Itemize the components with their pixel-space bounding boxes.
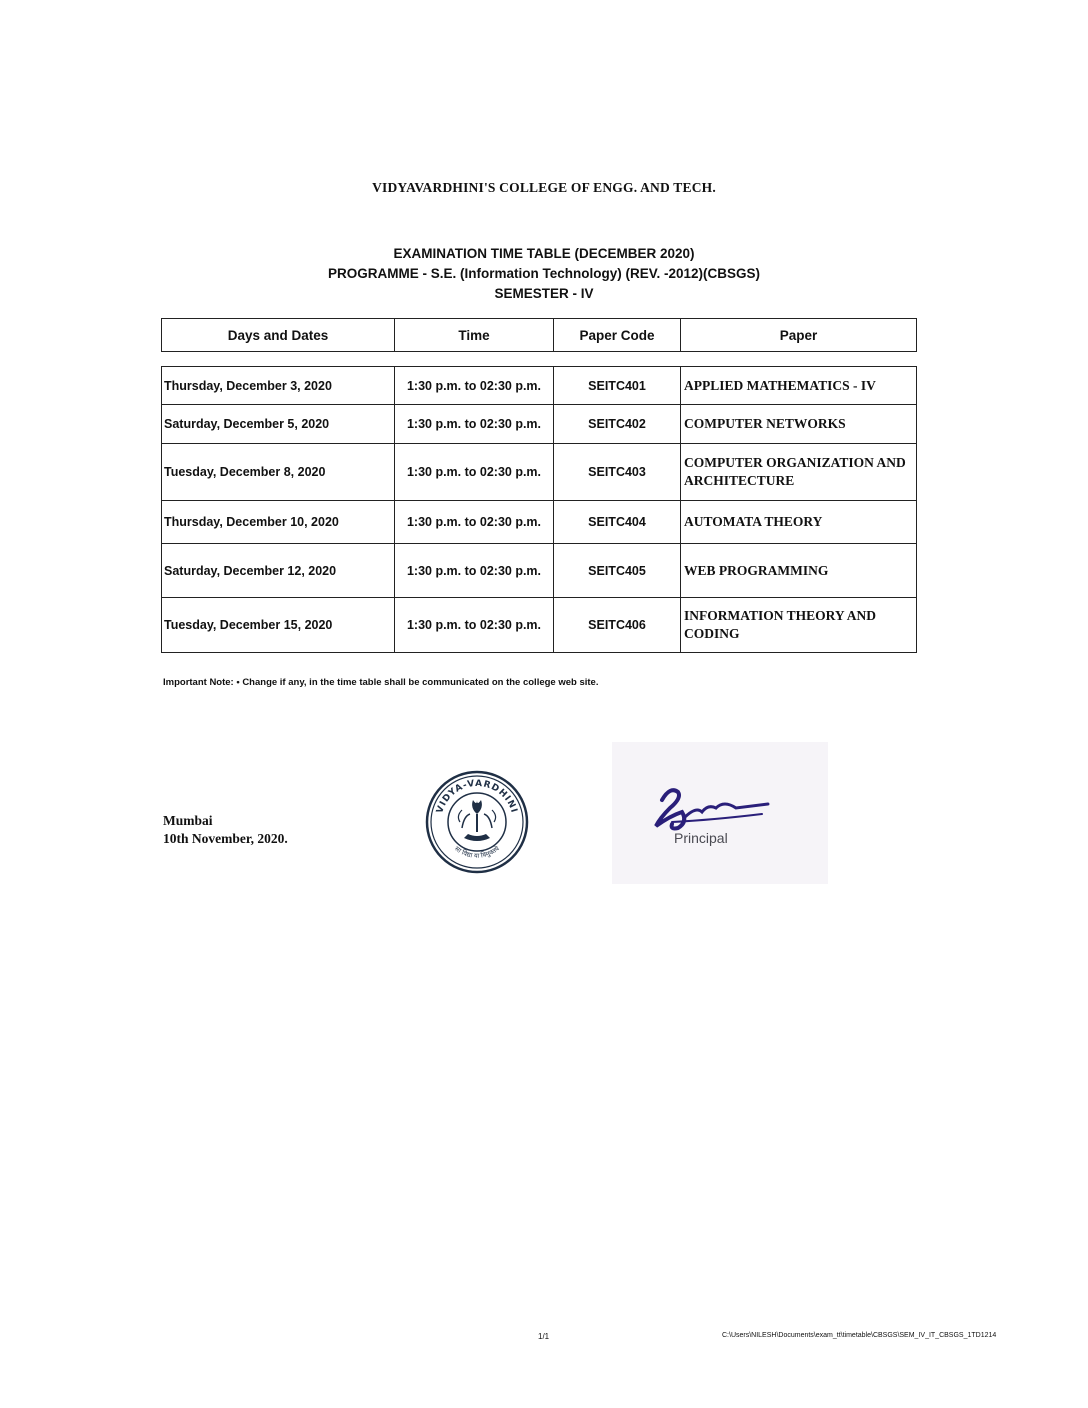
paper-code: SEITC405 [554, 544, 681, 598]
exam-title: EXAMINATION TIME TABLE (DECEMBER 2020) [393, 246, 695, 261]
header-row [162, 319, 917, 352]
table-row [162, 405, 917, 444]
table-row [162, 367, 917, 405]
exam-date: Saturday, December 12, 2020 [162, 544, 395, 598]
timetable-header [161, 318, 917, 352]
place: Mumbai [163, 813, 213, 828]
column-header-paper: Paper [681, 319, 917, 352]
page-number: 1/1 [538, 1332, 550, 1341]
exam-date: Tuesday, December 15, 2020 [162, 598, 395, 653]
column-header-code: Paper Code [554, 319, 681, 352]
paper-code: SEITC404 [554, 501, 681, 544]
exam-time: 1:30 p.m. to 02:30 p.m. [395, 405, 554, 444]
column-header-date: Days and Dates [162, 319, 395, 352]
table-row [162, 501, 917, 544]
table-row [162, 444, 917, 501]
principal-signature-area [612, 742, 828, 884]
exam-time: 1:30 p.m. to 02:30 p.m. [395, 444, 554, 501]
timetable [161, 366, 917, 653]
paper-code: SEITC401 [554, 367, 681, 405]
exam-time: 1:30 p.m. to 02:30 p.m. [395, 501, 554, 544]
place-and-date [163, 812, 288, 848]
college-seal-icon [420, 770, 534, 874]
paper-code: SEITC403 [554, 444, 681, 501]
paper-code: SEITC402 [554, 405, 681, 444]
signature-icon [612, 742, 828, 884]
svg-text:सा विद्या या विमुक्तये [453, 844, 501, 859]
paper-name: COMPUTER ORGANIZATION AND ARCHITECTURE [681, 444, 917, 501]
principal-label: Principal [674, 830, 728, 846]
issue-date: 10th November, 2020. [163, 831, 288, 846]
exam-time: 1:30 p.m. to 02:30 p.m. [395, 598, 554, 653]
seal-text-top: VIDYA-VARDHINI [435, 778, 519, 815]
seal-text-bottom: सा विद्या या विमुक्तये [453, 844, 501, 860]
exam-time: 1:30 p.m. to 02:30 p.m. [395, 544, 554, 598]
paper-name: COMPUTER NETWORKS [681, 405, 917, 444]
programme-title: PROGRAMME - S.E. (Information Technology) (REV. -2012)(CBSGS) [327, 266, 761, 281]
paper-name: AUTOMATA THEORY [681, 501, 917, 544]
column-header-time: Time [395, 319, 554, 352]
paper-name: INFORMATION THEORY AND CODING [681, 598, 917, 653]
paper-name: APPLIED MATHEMATICS - IV [681, 367, 917, 405]
exam-date: Saturday, December 5, 2020 [162, 405, 395, 444]
exam-date: Tuesday, December 8, 2020 [162, 444, 395, 501]
paper-name: WEB PROGRAMMING [681, 544, 917, 598]
college-name: VIDYAVARDHINI'S COLLEGE OF ENGG. AND TECH. [372, 180, 716, 195]
table-row [162, 598, 917, 653]
semester-title: SEMESTER - IV [494, 286, 594, 301]
exam-time: 1:30 p.m. to 02:30 p.m. [395, 367, 554, 405]
table-row [162, 544, 917, 598]
exam-date: Thursday, December 3, 2020 [162, 367, 395, 405]
important-note: Important Note: • Change if any, in the time table shall be communicated on the college web site. [163, 677, 599, 688]
file-path: C:\Users\NILESH\Documents\exam_tt\timetable\CBSGS\SEM_IV_IT_CBSGS_1TD1214 [722, 1332, 997, 1339]
paper-code: SEITC406 [554, 598, 681, 653]
exam-date: Thursday, December 10, 2020 [162, 501, 395, 544]
